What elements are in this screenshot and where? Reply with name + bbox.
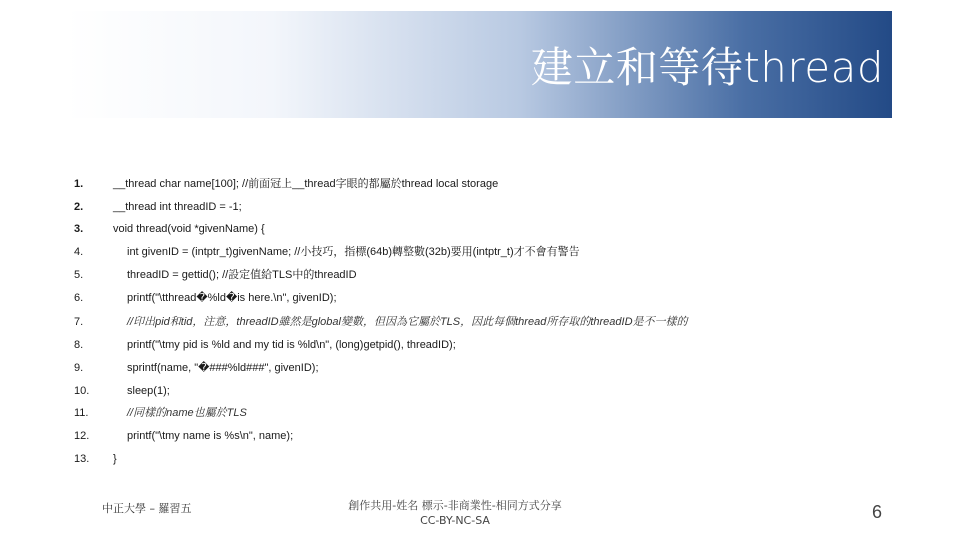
code-line-8 [0,335,960,355]
line-code: printf("\tthread�%ld�is here.\n", givenID); [127,292,337,304]
footer-license-line2: CC-BY-NC-SA [420,514,490,527]
code-line-1 [0,174,960,194]
footer-license [330,498,580,528]
line-number: 1. [74,178,84,190]
page-number: 6 [872,502,883,522]
line-code: void thread(void *givenName) { [113,223,265,235]
code-line-10 [0,381,960,401]
line-number: 4. [74,246,84,258]
line-number: 13. [74,453,90,465]
line-number: 5. [74,269,84,281]
line-number: 8. [74,339,84,351]
line-number: 2. [74,201,84,213]
code-line-6 [0,288,960,308]
line-code: printf("\tmy pid is %ld and my tid is %ld\n", (long)getpid(), threadID); [127,339,456,351]
line-code: sleep(1); [127,385,170,397]
code-line-2 [0,197,960,217]
code-line-3 [0,219,960,239]
code-line-11 [0,403,960,423]
line-code: //同樣的name也屬於TLS [127,407,247,419]
code-line-9 [0,358,960,378]
line-code: int givenID = (intptr_t)givenName; //小技巧，指標(64b)轉整數(32b)要用(intptr_t)才不會有警告 [127,246,580,258]
line-code: printf("\tmy name is %s\n", name); [127,430,294,442]
code-line-4 [0,242,960,262]
line-code: threadID = gettid(); //設定值給TLS中的threadID [127,269,357,281]
code-line-5 [0,265,960,285]
line-number: 11. [74,407,89,419]
line-code: __thread int threadID = -1; [113,201,242,213]
footer-author: 中正大學 – 羅習五 [102,502,192,515]
line-code: } [113,453,117,465]
slide-title: 建立和等待thread [530,43,884,92]
code-line-13 [0,449,960,469]
line-number: 9. [74,362,84,374]
line-number: 6. [74,292,84,304]
line-number: 3. [74,223,84,235]
line-code: sprintf(name, "�###%ld###", givenID); [127,362,319,374]
line-code: //印出pid和tid，注意，threadID雖然是global變數，但因為它屬於TLS，因此每個thread所存取的threadID是不一樣的 [127,316,688,328]
code-line-7 [0,312,960,332]
line-number: 7. [74,316,84,328]
line-code: __thread char name[100]; //前面冠上__thread字眼的都屬於thread local storage [113,178,499,190]
title-banner [66,11,892,118]
code-line-12 [0,426,960,446]
footer-license-line1: 創作共用-姓名 標示-非商業性-相同方式分享 [348,499,562,512]
line-number: 12. [74,430,90,442]
line-number: 10. [74,385,90,397]
